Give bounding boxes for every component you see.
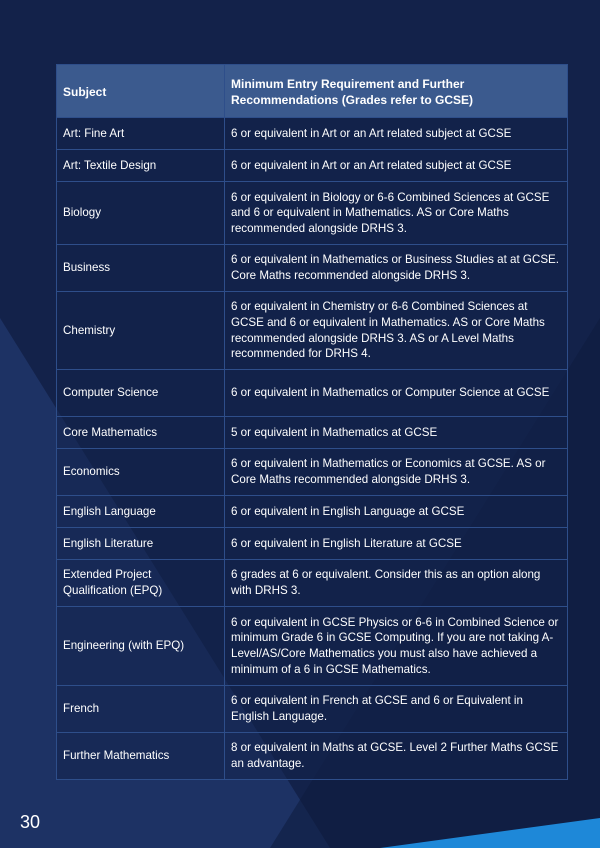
- subject-cell: Business: [57, 245, 225, 292]
- requirement-cell: 6 or equivalent in Mathematics or Economics at GCSE. AS or Core Maths recommended alongside DRHS 3.: [225, 449, 568, 496]
- subject-cell: Biology: [57, 182, 225, 245]
- subject-cell: English Literature: [57, 528, 225, 560]
- requirement-cell: 6 or equivalent in Art or an Art related subject at GCSE: [225, 118, 568, 150]
- requirement-column-header: [225, 65, 568, 118]
- page-number: 30: [20, 812, 41, 832]
- table-row: [57, 370, 568, 417]
- entry-requirements-table: [56, 64, 568, 780]
- table-row: [57, 182, 568, 245]
- subject-cell: Art: Fine Art: [57, 118, 225, 150]
- requirement-header-line1: Minimum Entry Requirement and Further: [231, 77, 465, 91]
- subject-column-header: Subject: [57, 65, 225, 118]
- table-row: [57, 449, 568, 496]
- table-row: [57, 607, 568, 686]
- subject-cell: Further Mathematics: [57, 733, 225, 780]
- requirement-cell: 6 or equivalent in English Literature at GCSE: [225, 528, 568, 560]
- table-header-row: [57, 65, 568, 118]
- subject-cell: Core Mathematics: [57, 417, 225, 449]
- subject-cell: Art: Textile Design: [57, 150, 225, 182]
- table-row: [57, 292, 568, 370]
- subject-cell: Engineering (with EPQ): [57, 607, 225, 686]
- requirement-cell: 6 or equivalent in English Language at GCSE: [225, 496, 568, 528]
- table-row: [57, 686, 568, 733]
- table-row: [57, 733, 568, 780]
- table-row: [57, 417, 568, 449]
- subject-cell: Extended Project Qualification (EPQ): [57, 560, 225, 607]
- table-row: [57, 245, 568, 292]
- requirement-cell: 6 or equivalent in Mathematics or Business Studies at at GCSE. Core Maths recommended alongside DRHS 3.: [225, 245, 568, 292]
- requirement-cell: 6 or equivalent in Mathematics or Computer Science at GCSE: [225, 370, 568, 417]
- subject-cell: Chemistry: [57, 292, 225, 370]
- requirement-cell: 6 or equivalent in Art or an Art related subject at GCSE: [225, 150, 568, 182]
- subject-cell: English Language: [57, 496, 225, 528]
- requirement-cell: 6 or equivalent in Biology or 6-6 Combined Sciences at GCSE and 6 or equivalent in Mathematics. AS or Core Maths recommended alongside DRHS 3.: [225, 182, 568, 245]
- requirement-cell: 6 or equivalent in GCSE Physics or 6-6 in Combined Science or minimum Grade 6 in GCSE Computing. If you are not taking A-Level/AS/Core Mathematics you must also have achieved a minimum of a 6 in GCSE Mathematics.: [225, 607, 568, 686]
- requirement-cell: 6 or equivalent in Chemistry or 6-6 Combined Sciences at GCSE and 6 or equivalent in Mathematics. AS or Core Maths recommended alongside DRHS 3. AS or A Level Maths recommended for DRHS 4.: [225, 292, 568, 370]
- table-row: [57, 528, 568, 560]
- table-row: [57, 150, 568, 182]
- subject-cell: French: [57, 686, 225, 733]
- table-row: [57, 118, 568, 150]
- requirement-cell: 8 or equivalent in Maths at GCSE. Level 2 Further Maths GCSE an advantage.: [225, 733, 568, 780]
- requirement-cell: 6 grades at 6 or equivalent. Consider this as an option along with DRHS 3.: [225, 560, 568, 607]
- table-row: [57, 560, 568, 607]
- requirement-header-line2: Recommendations (Grades refer to GCSE): [231, 93, 474, 107]
- requirement-cell: 6 or equivalent in French at GCSE and 6 or Equivalent in English Language.: [225, 686, 568, 733]
- subject-cell: Computer Science: [57, 370, 225, 417]
- requirement-cell: 5 or equivalent in Mathematics at GCSE: [225, 417, 568, 449]
- table-row: [57, 496, 568, 528]
- subject-cell: Economics: [57, 449, 225, 496]
